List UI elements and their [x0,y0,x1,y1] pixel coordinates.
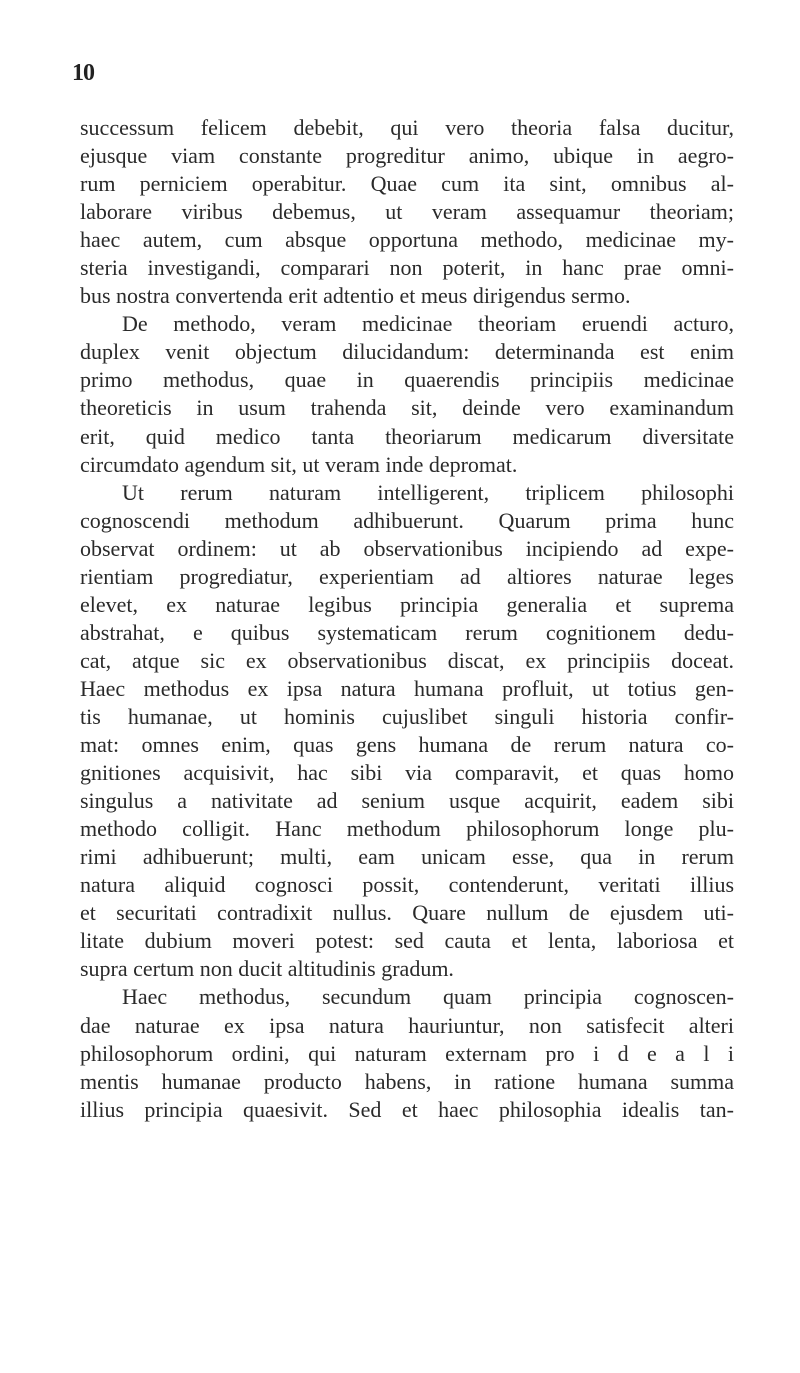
text-line: cat, atque sic ex observationibus discat, ex principiis doceat. [80,647,734,673]
page-number: 10 [72,60,94,86]
text-line: natura aliquid cognosci possit, contenderunt, veritati illius [80,872,734,898]
text-line: Ut rerum naturam intelligerent, triplicem philosophi [122,479,734,505]
text-line: ejusque viam constante progreditur animo, ubique in aegro- [80,143,734,169]
text-line: theoreticis in usum trahenda sit, deinde vero examinandum [80,395,734,421]
text-line: mat: omnes enim, quas gens humana de rerum natura co- [80,732,734,758]
text-line: abstrahat, e quibus systematicam rerum cognitionem dedu- [80,619,734,645]
text-line: rum perniciem operabitur. Quae cum ita sint, omnibus al- [80,171,734,197]
text-line: rientiam progrediatur, experientiam ad altiores naturae leges [80,563,734,589]
text-line: Haec methodus ex ipsa natura humana profluit, ut totius gen- [80,675,734,701]
text-line: gnitiones acquisivit, hac sibi via comparavit, et quas homo [80,760,734,786]
text-line: singulus a nativitate ad senium usque acquirit, eadem sibi [80,788,734,814]
text-line: haec autem, cum absque opportuna methodo, medicinae my- [80,227,734,253]
text-line: illius principia quaesivit. Sed et haec philosophia idealis tan- [80,1096,734,1122]
text-line: cognoscendi methodum adhibuerunt. Quarum prima hunc [80,507,734,533]
text-line: supra certum non ducit altitudinis gradum. [80,956,454,982]
text-line: elevet, ex naturae legibus principia generalia et suprema [80,591,734,617]
text-line: Haec methodus, secundum quam principia cognoscen- [122,984,734,1010]
text-line: De methodo, veram medicinae theoriam eruendi acturo, [122,311,734,337]
text-line: litate dubium moveri potest: sed cauta et lenta, laboriosa et [80,928,734,954]
text-line: philosophorum ordini, qui naturam externam pro i d e a l i [80,1040,734,1066]
text-line: primo methodus, quae in quaerendis principiis medicinae [80,367,734,393]
text-line: steria investigandi, comparari non poterit, in hanc prae omni- [80,255,734,281]
body-text [80,114,734,1124]
text-line: laborare viribus debemus, ut veram assequamur theoriam; [80,199,734,225]
text-line: circumdato agendum sit, ut veram inde depromat. [80,451,518,477]
text-line: observat ordinem: ut ab observationibus incipiendo ad expe- [80,535,734,561]
text-line: successum felicem debebit, qui vero theoria falsa ducitur, [80,115,734,140]
text-line: duplex venit objectum dilucidandum: determinanda est enim [80,339,734,365]
text-line: dae naturae ex ipsa natura hauriuntur, non satisfecit alteri [80,1012,734,1038]
text-line: et securitati contradixit nullus. Quare nullum de ejusdem uti- [80,900,734,926]
text-line: tis humanae, ut hominis cujuslibet singuli historia confir- [80,703,734,729]
text-line: erit, quid medico tanta theoriarum medicarum diversitate [80,423,734,449]
text-line: rimi adhibuerunt; multi, eam unicam esse, qua in rerum [80,844,734,870]
text-line: bus nostra convertenda erit adtentio et meus dirigendus sermo. [80,283,631,309]
text-line: methodo colligit. Hanc methodum philosophorum longe plu- [80,816,734,842]
text-line: mentis humanae producto habens, in ratione humana summa [80,1068,734,1094]
